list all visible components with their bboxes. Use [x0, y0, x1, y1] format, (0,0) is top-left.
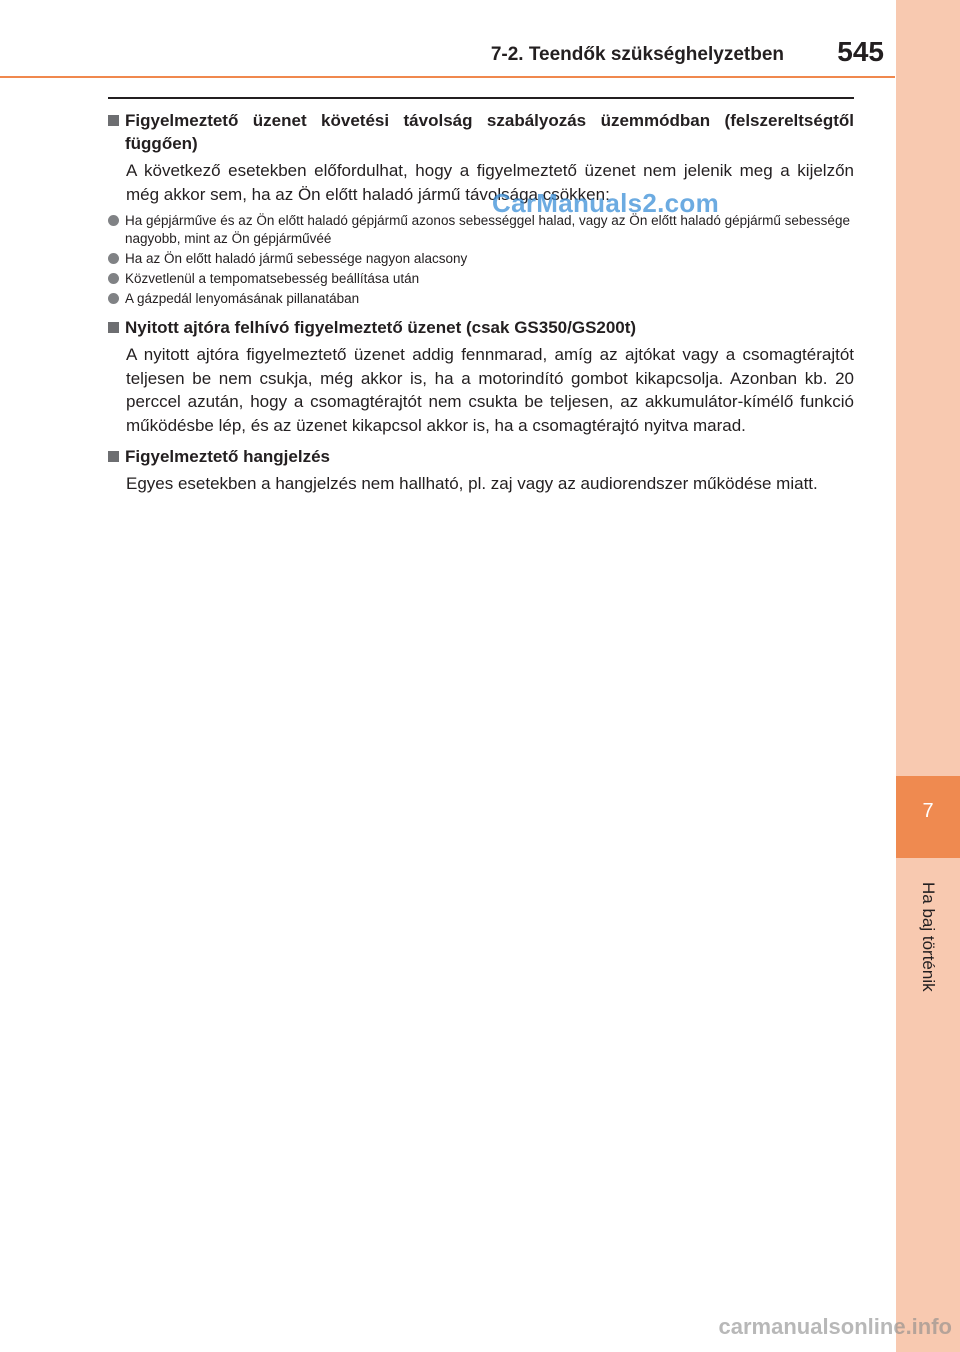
section-warning-sound	[108, 445, 854, 496]
list-item-text: A gázpedál lenyomásának pillanatában	[125, 291, 360, 306]
section-heading	[108, 445, 854, 468]
page-number: 545	[837, 36, 884, 67]
section-paragraph: A következő esetekben előfordulhat, hogy a figyelmeztető üzenet nem jelenik meg a kijelzőn még akkor sem, ha az Ön előtt haladó jármű távolsága csökken:	[126, 161, 854, 204]
list-item	[108, 212, 854, 248]
section-open-door	[108, 316, 854, 437]
chapter-label: Ha baj történik	[919, 882, 938, 992]
list-item	[108, 250, 854, 268]
section-heading	[108, 109, 854, 155]
list-item	[108, 290, 854, 308]
circle-bullet-icon	[108, 253, 119, 264]
square-bullet-icon	[108, 322, 119, 333]
content-top-rule	[108, 97, 854, 99]
section-title: Nyitott ajtóra felhívó figyelmeztető üzenet (csak GS350/GS200t)	[125, 318, 637, 337]
side-tab	[896, 0, 960, 1352]
header-rule	[0, 76, 895, 78]
square-bullet-icon	[108, 115, 119, 126]
list-item-text: Közvetlenül a tempomatsebesség beállítása után	[125, 271, 420, 286]
square-bullet-icon	[108, 451, 119, 462]
circle-bullet-icon	[108, 293, 119, 304]
circle-bullet-icon	[108, 273, 119, 284]
watermark-bottom: carmanualsonline.info	[718, 1314, 952, 1339]
list-item-text: Ha gépjárműve és az Ön előtt haladó gépjármű azonos sebességgel halad, vagy az Ön előtt haladó gépjármű sebessége nagyobb, mint az Ön gépjárművéé	[125, 213, 850, 246]
circle-bullet-icon	[108, 215, 119, 226]
section-following-distance	[108, 109, 854, 308]
section-paragraph: A nyitott ajtóra figyelmeztető üzenet addig fennmarad, amíg az ajtókat vagy a csomagtérajtót teljesen be nem csukja, még akkor is, ha a motorindító gombot kikapcsolja. Azonban kb. 20 perccel azután, hogy a csomagtérajtót nem csukta be teljesen, az akkumulátor-kímélő funkció működésbe lép, és az üzenet kikapcsol akkor is, ha a csomagtérajtó nyitva marad.	[126, 345, 854, 435]
list-item-text: Ha az Ön előtt haladó jármű sebessége nagyon alacsony	[125, 251, 468, 266]
section-heading	[108, 316, 854, 339]
chapter-number: 7	[922, 800, 934, 822]
section-paragraph: Egyes esetekben a hangjelzés nem hallható, pl. zaj vagy az audiorendszer működése miatt.	[126, 474, 818, 493]
list-item	[108, 270, 854, 288]
section-title: Figyelmeztető üzenet követési távolság szabályozás üzemmódban (felszereltségtől függően)	[125, 111, 854, 153]
section-title: Figyelmeztető hangjelzés	[125, 447, 330, 466]
page-content	[108, 97, 854, 504]
section-title: 7-2. Teendők szükséghelyzetben	[490, 44, 784, 65]
watermark-top: CarManuals2.com	[492, 188, 720, 218]
bullet-list	[108, 212, 854, 308]
